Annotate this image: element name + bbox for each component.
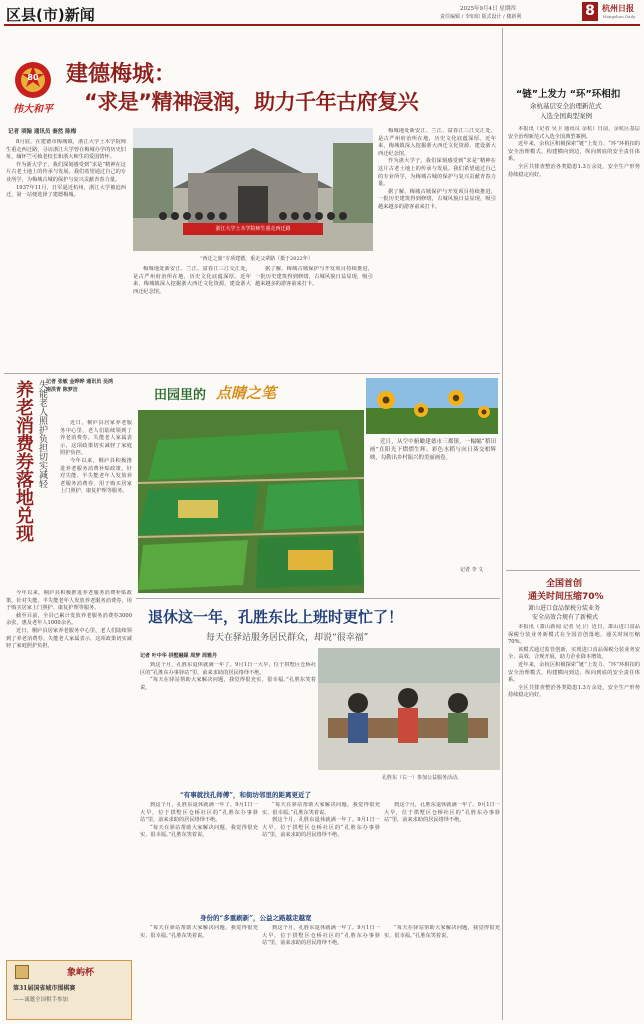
right-second-subhead-1: 萧山进口食品保税分装业务 <box>528 605 601 612</box>
footer-ad-title: 象屿杯 <box>67 968 95 978</box>
elder-headline: 养老消费券落地兑现 <box>13 380 34 542</box>
divider <box>136 598 500 599</box>
divider <box>4 373 500 374</box>
masthead <box>0 0 644 26</box>
retire-paragraph: 到这个月，孔胜东退休就满一年了。9月1日一大早，位于拱墅区仓桥社区的“孔胜东办事驿站”里，前来求助的居民络绎不绝。 <box>140 662 316 676</box>
lead-paragraph: 作为浙大学子，我们深刻感受到“求是”精神在这片古老土地上的传承与发展。我们希望通过自己的专业所学，为梅城古城的保护与复兴贡献青春力量。 <box>378 158 496 188</box>
paper-name-en: Hangzhou Daily <box>603 14 636 19</box>
right-second-headline: 全国首创 <box>546 579 583 589</box>
right-paragraph: 近年来，余杭区积极探索“链”上发力、“环”环相扣的安全治理模式，构建横向到边、纵向到底的安全责任体系。 <box>508 661 640 684</box>
retire-photo <box>318 648 500 770</box>
right-paragraph: 全区共排查整治各类隐患1.3万余处，安全生产形势持续稳定向好。 <box>508 163 640 178</box>
retire-paragraph: “每天在驿站帮助大家解决问题，我觉得很充实、很幸福。”孔胜东笑着说。 <box>140 824 258 839</box>
lead-headline: “求是”精神浸润，助力千年古府复兴 <box>84 90 419 114</box>
retire-headline: 退休这一年，孔胜东比上班时更忙了！ <box>148 608 404 626</box>
retire-photo-caption: 孔胜东（右一）参加公益服务活动。 <box>382 775 463 781</box>
divider <box>506 570 640 571</box>
editor-line: 责任编辑 / 李如如 版式设计 / 楼新利 <box>440 14 522 20</box>
lead-paragraph: 据了解，梅城古城保护与开发项目持续推进，一批历史建筑得到修缮，古城风貌日益显现，吸引越来越多的游客前来打卡。 <box>378 188 496 210</box>
retire-paragraph: 到这个月，孔胜东退休就满一年了。9月1日一大早，位于拱墅区仓桥社区的“孔胜东办事驿站”里，前来求助的居民络绎不绝。 <box>262 817 380 839</box>
field-aerial-photo <box>138 410 364 593</box>
retire-paragraph: 到这个月，孔胜东退休就满一年了。9月1日一大早，位于拱墅区仓桥社区的“孔胜东办事驿站”里，前来求助的居民络绎不绝。 <box>384 802 500 824</box>
lead-paragraph: 1937年11月，日军逼近杭州，浙江大学被迫西迁，第一站便选择了建德梅城。 <box>6 184 126 199</box>
lead-photo-banner: 浙江大学土木学院师生重走西迁路 <box>215 226 291 232</box>
retire-paragraph: 到这个月，孔胜东退休就满一年了。9月1日一大早，位于拱墅区仓桥社区的“孔胜东办事驿站”里，前来求助的居民络绎不绝。 <box>140 802 258 824</box>
retire-body-f <box>384 925 500 1017</box>
retire-subsection-2: 身份的“多重刷新”，公益之路越走越宽 <box>200 914 312 922</box>
go-board-icon <box>15 965 29 979</box>
retire-subsection-1: “有事就找孔师傅”，和街坊邻里的距离更近了 <box>180 791 311 799</box>
right-body <box>508 126 640 566</box>
lead-paragraph: 据了解，梅城古城保护与开发项目持续推进，一批历史建筑得到修缮，古城风貌日益显现，吸引越来越多的游客前来打卡。 <box>255 266 373 288</box>
retire-body-b <box>262 802 380 910</box>
logo-badge-number: 80 <box>27 73 39 82</box>
field-credit: 记者 李 文 <box>460 567 484 573</box>
lead-photo-caption: “西迁之旅”专项建德，重走父辈路（摄于2022年） <box>200 256 313 262</box>
retire-body-d <box>140 925 258 1017</box>
right-second-subhead-2: 安全高效合规有了新模式 <box>532 614 599 621</box>
right-headline: “链”上发力 “环”环相扣 <box>516 89 621 100</box>
retire-subhead: 每天在驿站服务居民群众，却说“很幸福” <box>206 633 369 643</box>
right-second-headline-2: 通关时间压缩70% <box>528 592 604 602</box>
retire-body-c <box>384 802 500 910</box>
field-title-highlight: 点睛之笔 <box>216 384 277 402</box>
field-title-bar <box>138 378 356 408</box>
right-paragraph: 该模式通过监管创新，实现进口食品保税分装业务安全、高效、合规开展，助力企业降本增效。 <box>508 646 640 661</box>
page-number: 8 <box>582 2 598 21</box>
right-subhead-1: 余杭基层安全治理新范式 <box>530 102 602 110</box>
elder-paragraph: 近日，桐庐县居家养老服务中心里，老人们陆续领到了养老消费券。失能老人家属表示，这项政策切实减轻了家庭照护负担。 <box>6 627 132 650</box>
retire-paragraph: 到这个月，孔胜东退休就满一年了。9月1日一大早，位于拱墅区仓桥社区的“孔胜东办事驿站”里，前来求助的居民络绎不绝。 <box>262 925 380 947</box>
right-subhead-2: 入选全国典型案例 <box>540 112 592 120</box>
lead-kicker: 建德梅城： <box>66 62 177 87</box>
lead-photo <box>133 128 373 251</box>
footer-ad-sub: ——诚邀全国棋手参加 <box>13 997 69 1003</box>
elder-body-top <box>60 420 132 580</box>
right-paragraph: 本报讯（萧山新闻 记者 吴卫）近日，萧山进口食品保税分装业务新模式在全国首创落地，通关时间压缩70%。 <box>508 624 640 646</box>
lead-paragraph: 作为浙大学子，我们深刻感受到“求是”精神在这片古老土地上的传承与发展。我们希望通过自己的专业所学，为梅城古城的保护与复兴贡献青春力量。 <box>6 161 126 183</box>
field-caption-text: 近日，从空中俯瞰建德市三都镇，一幅幅“稻田画”在阳光下熠熠生辉。彩色水稻与向日葵交相辉映，勾勒出乡村振兴的美丽画卷。 <box>370 439 496 461</box>
right-second-body <box>508 624 640 1018</box>
logo-text: 伟大和平 <box>13 104 53 115</box>
field-title-prefix: 田园里的 <box>154 388 207 403</box>
lead-body-col3 <box>255 266 373 366</box>
elder-paragraph: 截至目前，全县已累计发放养老服务消费券3000余张，惠及老年人1000余名。 <box>6 612 132 627</box>
footer-ad <box>6 960 132 1020</box>
retire-paragraph: “每天在驿站帮助大家解决问题，我觉得很充实、很幸福。”孔胜东笑着说。 <box>140 925 258 939</box>
right-paragraph: 全区共排查整治各类隐患1.3万余处，安全生产形势持续稳定向好。 <box>508 684 640 699</box>
elder-vertical-subtitle: 失能老人照护负担切实减轻 <box>37 380 47 488</box>
retire-body-e <box>262 925 380 1017</box>
column-divider <box>502 28 503 1020</box>
field-caption <box>370 438 496 538</box>
lead-byline: 记者 项翰 通讯员 秦然 陈梅 <box>8 129 77 135</box>
elder-body-col1 <box>6 590 132 956</box>
retire-body-top <box>140 662 316 780</box>
elder-byline: 记者 张敏 金晔晔 通讯员 吴鸿 南洪青 陈梦洁 <box>46 379 113 393</box>
elder-paragraph: 今年以来，桐庐县积极推进养老服务消费补贴政策，针对失能、半失能老年人发放养老服务消费券，用于购买居家上门照护、康复护理等服务。 <box>6 590 132 612</box>
retire-paragraph: “每天在驿站帮助大家解决问题，我觉得很充实、很幸福。”孔胜东笑着说。 <box>140 677 316 691</box>
paper-name: 杭州日报 <box>602 3 634 13</box>
lead-body-col2 <box>133 266 251 366</box>
elder-paragraph: 近日，桐庐县居家养老服务中心里，老人们陆续领到了养老消费券。失能老人家属表示，这项政策切实减轻了家庭照护负担。 <box>60 420 132 457</box>
section-title: 区县(市)新闻 <box>6 6 95 24</box>
lead-paragraph: 梅城地处新安江、兰江、富春江三江交汇处，是古严州府治所在地，历史文化底蕴深厚。近年来，梅城镇深入挖掘浙大西迁文化资源，建设浙大西迁纪念馆。 <box>378 128 496 157</box>
date-line: 2025年9月4日 星期四 <box>460 6 516 12</box>
retire-paragraph: “每天在驿站帮助大家解决问题，我觉得很充实、很幸福。”孔胜东笑着说。 <box>262 802 380 816</box>
right-paragraph: 本报讯（记者 吴卫 通讯员 余杭）日前，余杭区基层安全治理新范式入选全国典型案例。 <box>508 126 640 140</box>
lead-body-col4 <box>378 128 496 368</box>
anniversary-logo <box>6 58 60 120</box>
masthead-rule <box>4 24 640 26</box>
lead-paragraph: 8月底，在建德市梅城镇，浙江大学土木学院师生重走西迁路，寻访浙江大学曾在梅城办学的历史旧址，缅怀竺可桢老校长和浙大师生的爱国情怀。 <box>6 139 126 161</box>
footer-ad-line: 第31届国省城市围棋赛 <box>13 985 76 992</box>
retire-paragraph: “每天在驿站帮助大家解决问题，我觉得很充实、很幸福。”孔胜东笑着说。 <box>384 925 500 939</box>
lead-paragraph: 梅城地处新安江、兰江、富春江三江交汇处，是古严州府治所在地，历史文化底蕴深厚。近年来，梅城镇深入挖掘浙大西迁文化资源，建设浙大西迁纪念馆。 <box>133 266 251 295</box>
right-paragraph: 近年来，余杭区积极探索“链”上发力、“环”环相扣的安全治理模式，构建横向到边、纵向到底的安全责任体系。 <box>508 141 640 163</box>
sunflower-photo <box>366 378 498 434</box>
retire-body-a <box>140 802 258 910</box>
retire-byline: 记者 叶中华 拱墅融媒 周梦 周雅丹 <box>140 653 217 659</box>
lead-body-col1 <box>6 139 126 371</box>
elder-paragraph: 今年以来，桐庐县积极推进养老服务消费补贴政策，针对失能、半失能老年人发放养老服务消费券，用于购买居家上门照护、康复护理等服务。 <box>60 457 132 495</box>
